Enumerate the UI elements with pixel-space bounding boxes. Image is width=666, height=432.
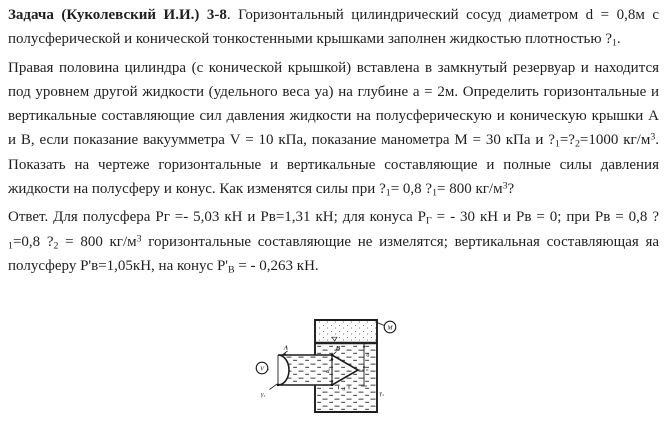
text-segment: = 0,8 ? [390,181,433,198]
cone-cap-label: B [335,345,341,352]
manometer-label: M [387,324,393,332]
depth-label: a [366,351,370,359]
text-segment: 1 [385,187,391,199]
diameter-label: d [326,367,330,375]
density-left-label: γ₁ [261,391,266,398]
text-segment: = 800 кг/м [58,233,137,250]
text-segment: Ответ. Для полусфера Рг =- 5,03 кН и Рв=1,31 кН; для конуса Р [8,209,427,226]
text-segment: Г [426,215,432,227]
problem-statement-intro [8,3,659,52]
diameter-bottom-label: d [342,386,346,393]
diagram-canvas [250,306,422,430]
text-segment: =1000 кг/м [579,132,651,149]
text-segment: 3 [502,180,508,192]
hemisphere-cap-label: A [283,344,289,352]
text-segment: 3 [650,132,656,144]
text-segment: Задача (Куколевский И.И.) 3-8 [8,7,227,23]
cap-a-arrow-icon [282,353,286,355]
text-segment: 1 [554,138,560,150]
text-segment: Правая половина цилиндра (с конической крышкой) вставлена в замкнутый резервуар и находится под уровнем другой жидкости (удельного веса уа) на глубине а = 2м. Определить горизонтальные и вертикальные составляющие сил давления жидкости на полусферическую и коническую крышки А и В, если показание вакуумметра V = 10 кПа, показание манометра М = 30 кПа и ? [8,59,659,149]
vacuum-gauge-label: V [260,365,264,373]
density-tank-label: γ₂ [379,390,385,397]
gamma1-leader-line [270,384,277,389]
manometer-gauge [377,321,396,333]
answer [8,205,659,278]
text-segment: = 800 кг/м [437,181,503,198]
text-segment: . Показать на чертеже горизонтальные и вертикальные составляющие и полные силы давления жидкости на полусферу и конус. Как изменятся силы при ? [8,132,659,198]
cone-base-top-marker [331,354,333,356]
text-segment: =0,8 ? [12,233,54,250]
manometer-stem [377,323,384,326]
text-segment: 3 [136,233,142,245]
text-segment: 1 [432,187,437,199]
text-segment: . [616,31,621,48]
text-segment: В [227,264,235,276]
vacuum-gauge [256,362,268,374]
text-segment: горизонтальные составляющие не измелятся; вертикальная составляющая яа полусферу Р'в=1,05кН, на конус Р' [8,233,660,274]
text-segment: 1 [8,240,13,252]
text-segment: 2 [53,240,59,252]
problem-text [8,3,659,282]
text-segment: . Горизонтальный цилиндрический сосуд диаметром d = 0,8м с полусферической и конической тонкостенными крышками заполнен жидкостью плотностью ? [8,7,659,48]
tank-gas-space [315,320,377,342]
hemisphere-bottom-marker [277,384,279,386]
text-segment: = - 0,263 кН. [234,257,319,274]
text-segment: ? [507,181,515,198]
problem-statement-body [8,56,659,202]
cone-base-bottom-marker [331,384,333,386]
text-segment: 1 [611,37,617,49]
text-segment: =? [559,132,575,149]
hydraulics-diagram [250,306,422,430]
text-segment: 2 [574,138,580,150]
text-segment: = - 30 кН и Рв = 0; при Рв = 0,8 ? [431,209,659,226]
